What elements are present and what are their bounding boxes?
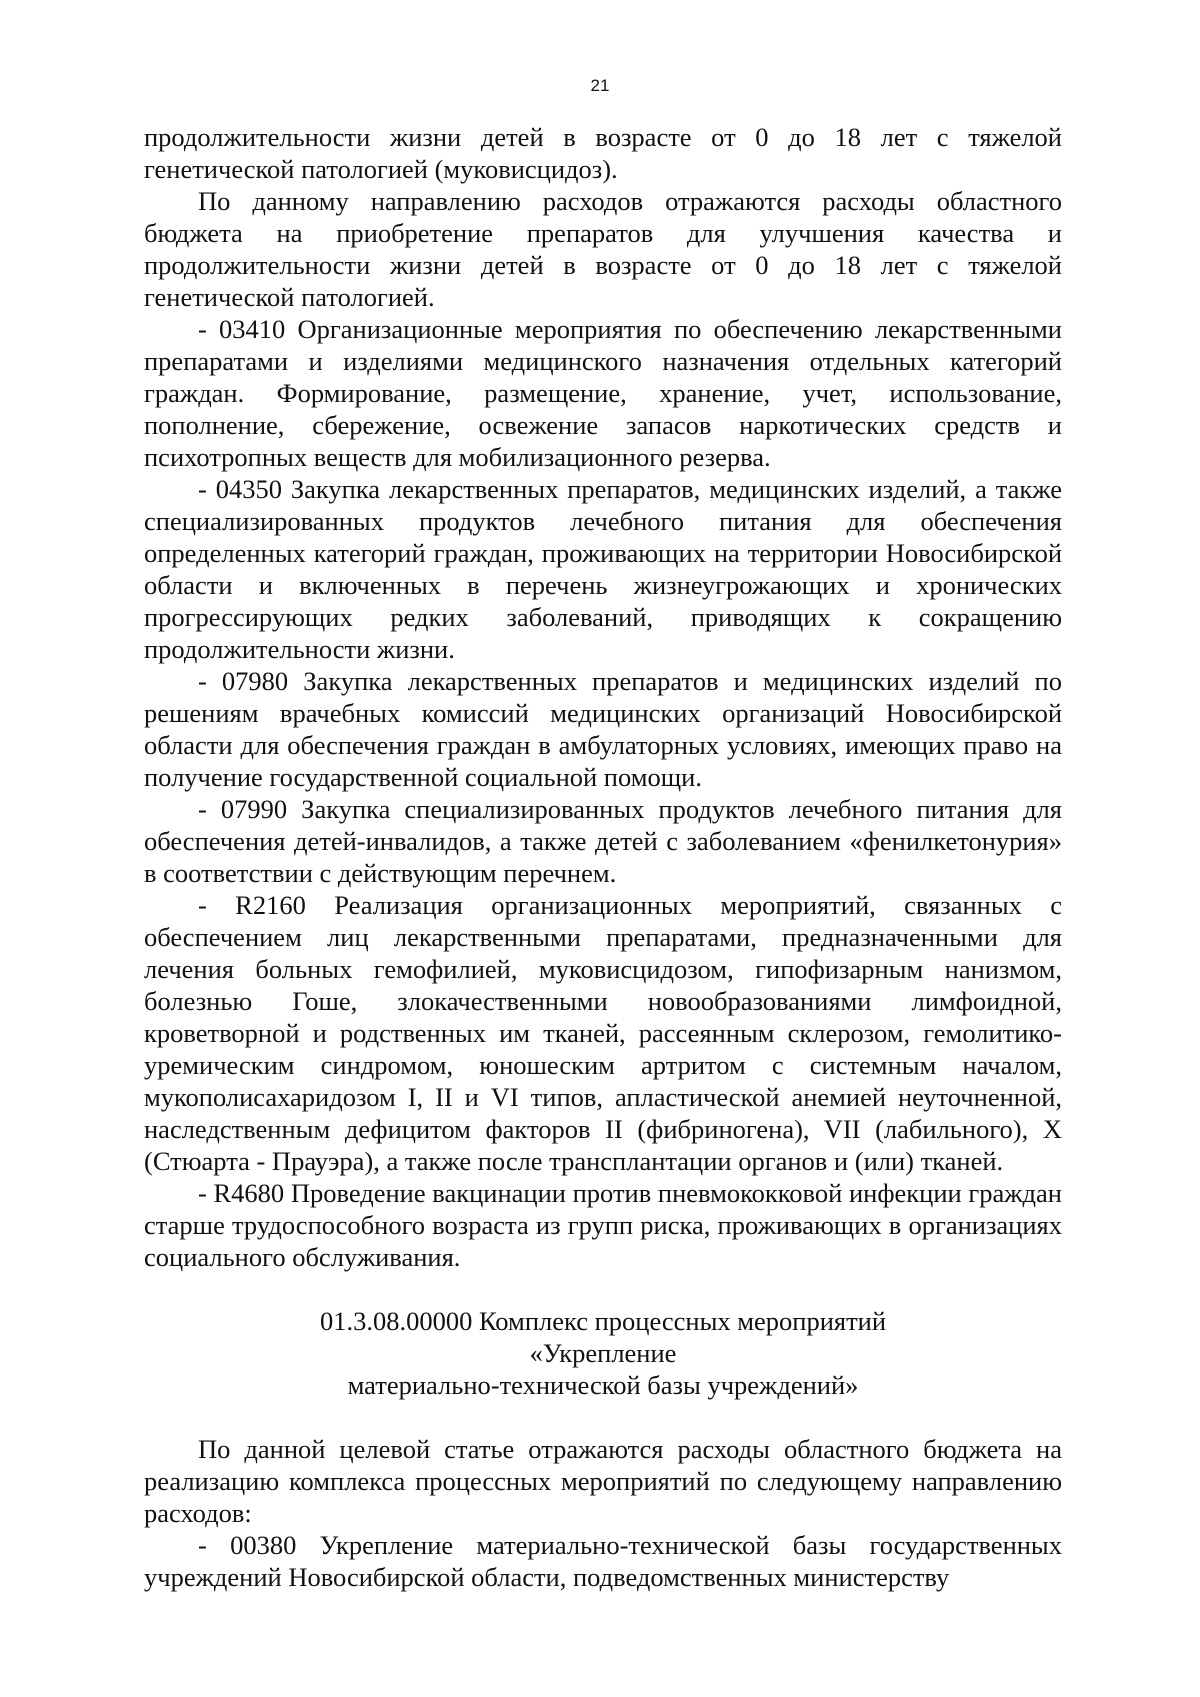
section-heading-line-1: 01.3.08.00000 Комплекс процессных мероприятий «Укрепление xyxy=(319,1306,887,1368)
paragraph-expense-direction-description: По данному направлению расходов отражаются расходы областного бюджета на приобретение препаратов для улучшения качества и продолжительности жизни детей в возрасте от 0 до 18 лет с тяжелой генетической патологией. xyxy=(144,186,1062,312)
paragraph-code-r4680: - R4680 Проведение вакцинации против пневмококковой инфекции граждан старше трудоспособного возраста из групп риска, проживающих в организациях социального обслуживания. xyxy=(144,1178,1062,1272)
paragraph-code-r2160: - R2160 Реализация организационных мероприятий, связанных с обеспечением лиц лекарственными препаратами, предназначенными для лечения больных гемофилией, муковисцидозом, гипофизарным нанизмом, болезнью Гоше, злокачественными новообразованиями лимфоидной, кроветворной и родственных им тканей, рассеянным склерозом, гемолитико-уремическим синдромом, юношеским артритом с системным началом, мукополисахаридозом I, II и VI типов, апластической анемией неуточненной, наследственным дефицитом факторов II (фибриногена), VII (лабильного), X (Стюарта - Прауэра), а также после трансплантации органов и (или) тканей. xyxy=(144,890,1062,1176)
paragraph-code-04350: - 04350 Закупка лекарственных препаратов, медицинских изделий, а также специализированных продуктов лечебного питания для обеспечения определенных категорий граждан, проживающих на территории Новосибирской области и включенных в перечень жизнеугрожающих и хронических прогрессирующих редких заболеваний, приводящих к сокращению продолжительности жизни. xyxy=(144,474,1062,664)
document-body xyxy=(144,121,1062,1593)
page-number: 21 xyxy=(590,76,610,95)
section-heading xyxy=(144,1305,1062,1401)
paragraph-code-00380: - 00380 Укрепление материально-технической базы государственных учреждений Новосибирской области, подведомственных министерству xyxy=(144,1530,1062,1592)
paragraph-code-03410: - 03410 Организационные мероприятия по обеспечению лекарственными препаратами и изделиями медицинского назначения отдельных категорий граждан. Формирование, размещение, хранение, учет, использование, пополнение, сбережение, освежение запасов наркотических средств и психотропных веществ для мобилизационного резерва. xyxy=(144,314,1062,472)
paragraph-code-07980: - 07980 Закупка лекарственных препаратов и медицинских изделий по решениям врачебных комиссий медицинских организаций Новосибирской области для обеспечения граждан в амбулаторных условиях, имеющих право на получение государственной социальной помощи. xyxy=(144,666,1062,792)
paragraph-code-07990: - 07990 Закупка специализированных продуктов лечебного питания для обеспечения детей-инвалидов, а также детей с заболеванием «фенилкетонурия» в соответствии с действующим перечнем. xyxy=(144,794,1062,888)
section-heading-line-2: материально-технической базы учреждений» xyxy=(347,1370,859,1400)
paragraph-target-article-description: По данной целевой статье отражаются расходы областного бюджета на реализацию комплекса процессных мероприятий по следующему направлению расходов: xyxy=(144,1434,1062,1528)
paragraph-continuation: продолжительности жизни детей в возрасте от 0 до 18 лет с тяжелой генетической патологией (муковисцидоз). xyxy=(144,122,1062,184)
